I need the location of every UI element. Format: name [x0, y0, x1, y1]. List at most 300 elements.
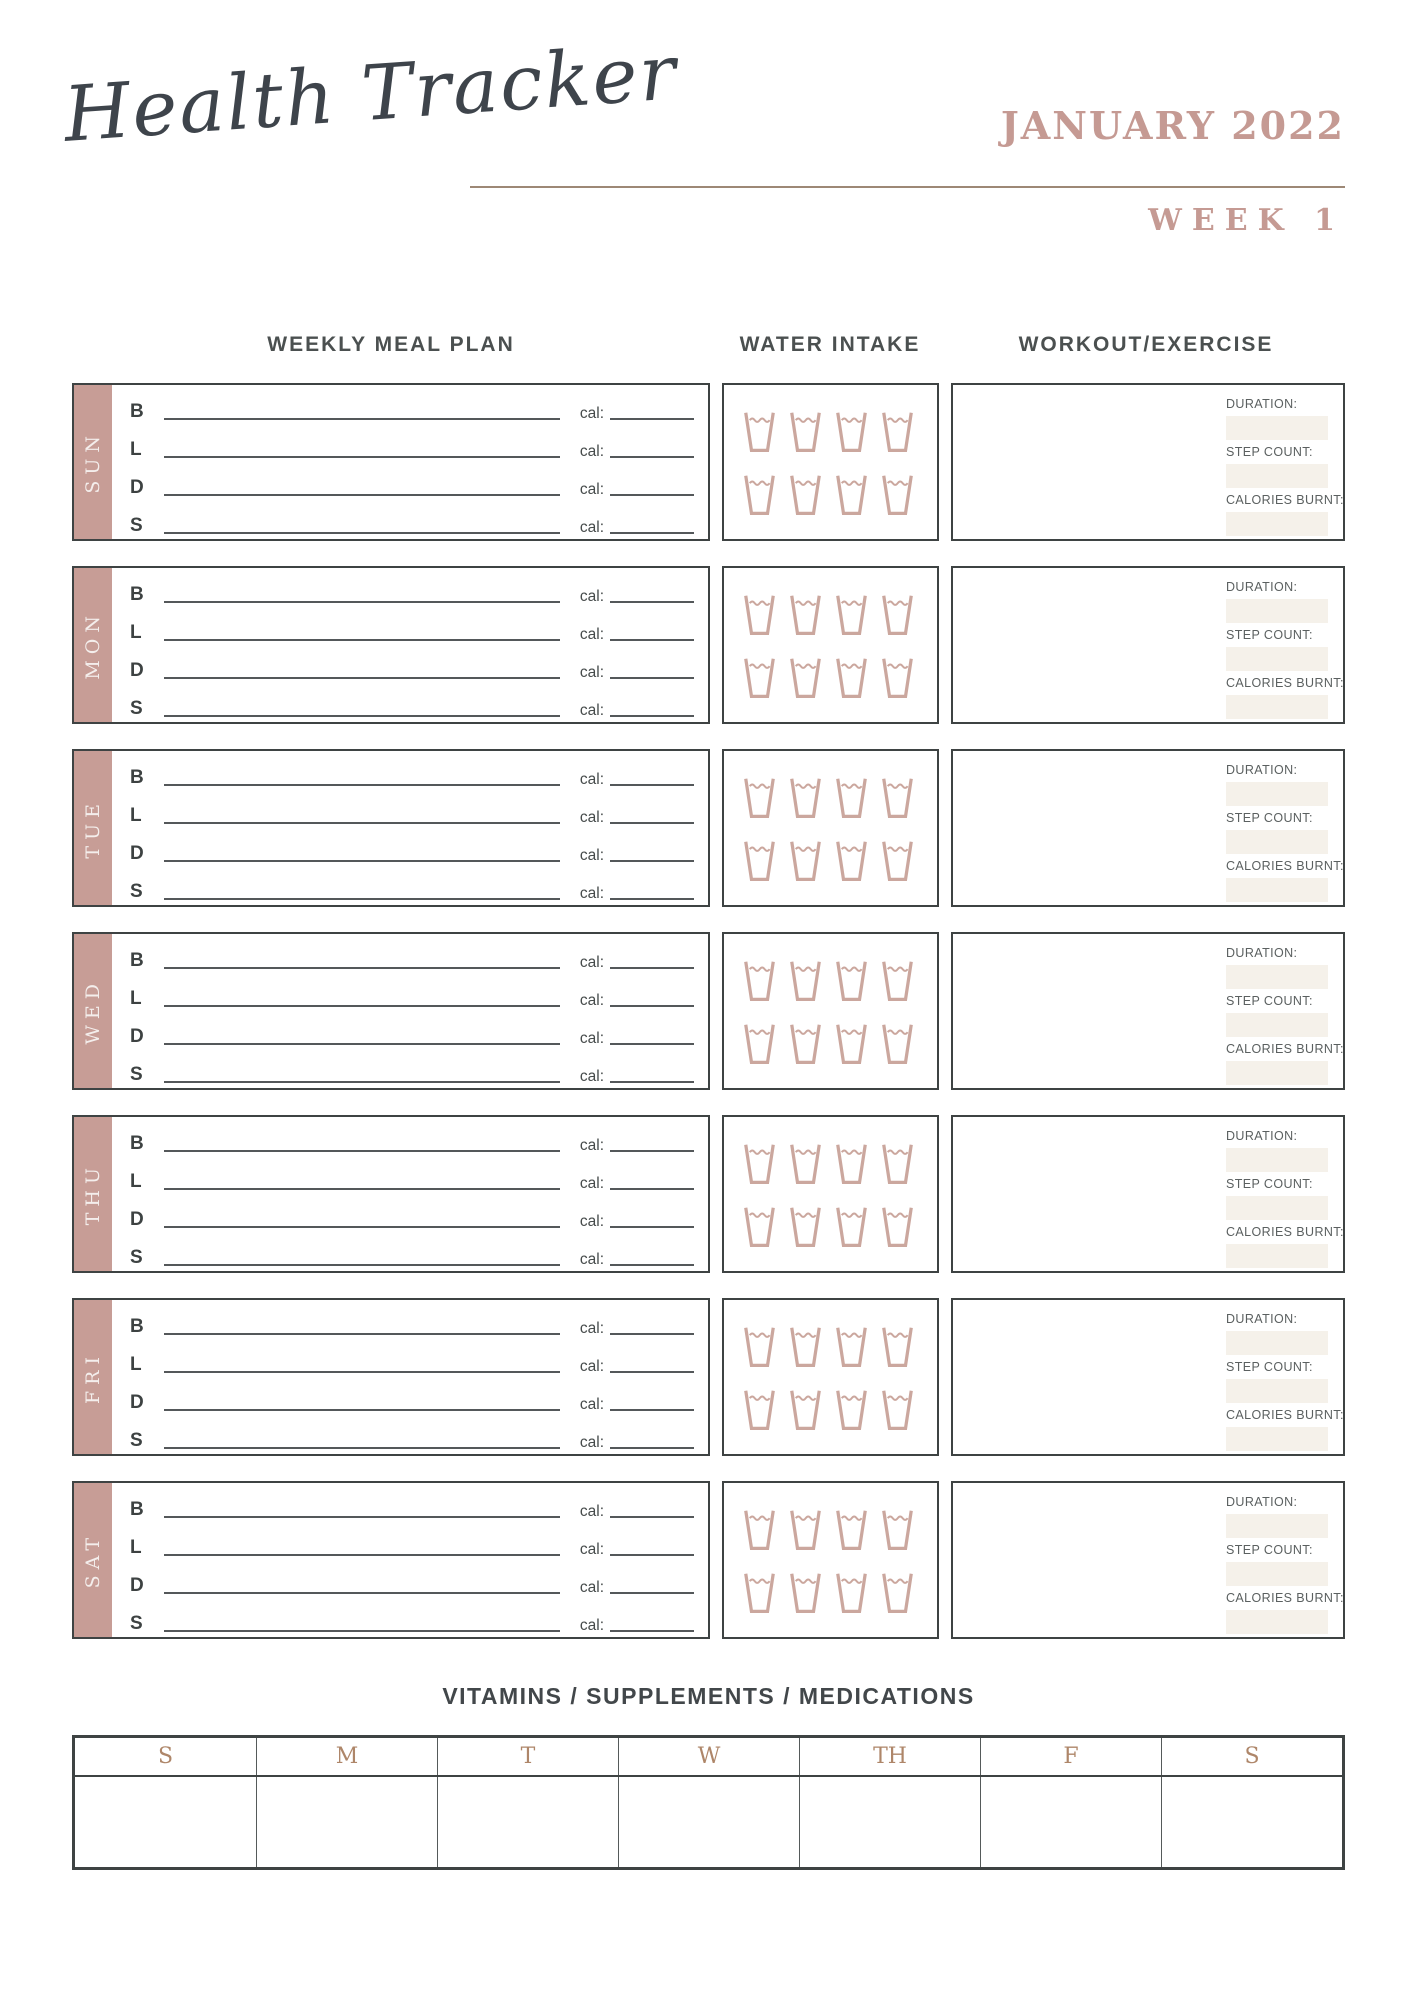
meal-entry-line[interactable]: [164, 898, 560, 900]
workout-field: [1226, 763, 1328, 806]
cal-label: cal:: [579, 846, 604, 864]
vitamins-cell-0[interactable]: [75, 1777, 256, 1867]
day-tab-label: SAT: [82, 1531, 104, 1589]
cal-entry-line[interactable]: [610, 456, 694, 458]
meal-entry-line[interactable]: [164, 418, 560, 420]
meal-line-d: [130, 461, 694, 499]
meal-entry-line[interactable]: [164, 601, 560, 603]
workout-fields: [1226, 760, 1344, 907]
day-row-wed: [72, 932, 1345, 1090]
water-cup-icon[interactable]: [743, 657, 776, 699]
meal-entry-line[interactable]: [164, 1516, 560, 1518]
meal-letter: S: [130, 515, 143, 536]
cal-label: cal:: [579, 663, 604, 681]
workout-field: [1226, 397, 1328, 440]
meal-line-l: [130, 789, 694, 827]
cal-entry-line[interactable]: [610, 784, 694, 786]
water-cup-icon[interactable]: [881, 960, 914, 1002]
meal-entry-line[interactable]: [164, 494, 560, 496]
workout-field-label: DURATION:: [1226, 397, 1298, 411]
water-cup-icon[interactable]: [789, 1389, 822, 1431]
step-count-input[interactable]: [1226, 464, 1328, 488]
water-cup-icon[interactable]: [881, 1572, 914, 1614]
meal-letter: S: [130, 1064, 143, 1085]
water-cup-icon[interactable]: [789, 840, 822, 882]
cal-entry-line[interactable]: [610, 1592, 694, 1594]
workout-section-header: WORKOUT/EXERCISE: [1018, 333, 1274, 356]
day-row-thu: [72, 1115, 1345, 1273]
meal-area: [112, 1300, 708, 1454]
cal-entry-line[interactable]: [610, 898, 694, 900]
cal-entry-line[interactable]: [610, 639, 694, 641]
cal-label: cal:: [579, 1136, 604, 1154]
meal-entry-line[interactable]: [164, 1226, 560, 1228]
meal-letter: D: [130, 1026, 144, 1047]
vitamins-cell-3[interactable]: [618, 1777, 799, 1867]
water-cup-icon[interactable]: [881, 1143, 914, 1185]
day-tab-label: SUN: [82, 430, 104, 494]
vitamins-cell-5[interactable]: [980, 1777, 1161, 1867]
cal-entry-line[interactable]: [610, 1188, 694, 1190]
duration-input[interactable]: [1226, 782, 1328, 806]
workout-box: [951, 1115, 1345, 1273]
cal-entry-line[interactable]: [610, 1081, 694, 1083]
cal-label: cal:: [579, 1540, 604, 1558]
cal-entry-line[interactable]: [610, 1150, 694, 1152]
cal-entry-line[interactable]: [610, 1333, 694, 1335]
vitamins-cell-2[interactable]: [437, 1777, 618, 1867]
cal-entry-line[interactable]: [610, 1226, 694, 1228]
water-cup-icon[interactable]: [789, 1206, 822, 1248]
meal-line-d: [130, 827, 694, 865]
meal-entry-line[interactable]: [164, 1264, 560, 1266]
workout-field: [1226, 811, 1328, 854]
water-intake-box: [722, 932, 939, 1090]
water-cup-icon[interactable]: [881, 1389, 914, 1431]
step-count-input[interactable]: [1226, 1562, 1328, 1586]
meal-area: [112, 385, 708, 539]
cal-label: cal:: [579, 1357, 604, 1375]
workout-fields: [1226, 943, 1344, 1090]
workout-field-label: CALORIES BURNT:: [1226, 676, 1344, 690]
meal-letter: B: [130, 584, 144, 605]
calories-burnt-input[interactable]: [1226, 1610, 1328, 1634]
workout-field: [1226, 1543, 1328, 1586]
cal-label: cal:: [579, 587, 604, 605]
water-cup-icon[interactable]: [743, 1206, 776, 1248]
cal-label: cal:: [579, 884, 604, 902]
meal-area: [112, 934, 708, 1088]
water-cup-icon[interactable]: [743, 777, 776, 819]
cal-label: cal:: [579, 480, 604, 498]
vitamins-section: [72, 1682, 1345, 1870]
workout-field: [1226, 580, 1328, 623]
cal-label: cal:: [579, 1433, 604, 1451]
meal-entry-line[interactable]: [164, 822, 560, 824]
calories-burnt-input[interactable]: [1226, 1061, 1328, 1085]
duration-input[interactable]: [1226, 965, 1328, 989]
meal-entry-line[interactable]: [164, 1630, 560, 1632]
vitamins-day-header-2: T: [437, 1738, 618, 1775]
cal-entry-line[interactable]: [610, 1264, 694, 1266]
day-tab-label: WED: [82, 977, 104, 1045]
cal-label: cal:: [579, 701, 604, 719]
cal-entry-line[interactable]: [610, 822, 694, 824]
water-cup-icon[interactable]: [835, 840, 868, 882]
workout-field: [1226, 1042, 1344, 1085]
workout-box: [951, 932, 1345, 1090]
meal-letter: S: [130, 1430, 143, 1451]
meal-line-s: [130, 499, 694, 537]
step-count-input[interactable]: [1226, 1013, 1328, 1037]
meal-letter: D: [130, 1209, 144, 1230]
day-tab-sat: [74, 1483, 112, 1637]
cal-entry-line[interactable]: [610, 418, 694, 420]
meal-entry-line[interactable]: [164, 1333, 560, 1335]
duration-input[interactable]: [1226, 416, 1328, 440]
cal-entry-line[interactable]: [610, 601, 694, 603]
meal-line-s: [130, 1597, 694, 1635]
meal-entry-line[interactable]: [164, 1592, 560, 1594]
cal-entry-line[interactable]: [610, 715, 694, 717]
cal-label: cal:: [579, 1502, 604, 1520]
calories-burnt-input[interactable]: [1226, 695, 1328, 719]
meal-plan-box: [72, 749, 710, 907]
water-cup-icon[interactable]: [789, 1023, 822, 1065]
water-cup-icon[interactable]: [835, 474, 868, 516]
meal-entry-line[interactable]: [164, 860, 560, 862]
cal-label: cal:: [579, 1212, 604, 1230]
workout-field-label: CALORIES BURNT:: [1226, 1408, 1344, 1422]
meal-line-d: [130, 1010, 694, 1048]
workout-fields: [1226, 394, 1344, 541]
vitamins-day-header-1: M: [256, 1738, 437, 1775]
meal-letter: B: [130, 767, 144, 788]
calories-burnt-input[interactable]: [1226, 878, 1328, 902]
workout-field-label: DURATION:: [1226, 1495, 1298, 1509]
meal-entry-line[interactable]: [164, 639, 560, 641]
water-intake-section-header: WATER INTAKE: [739, 333, 921, 356]
meal-entry-line[interactable]: [164, 715, 560, 717]
meal-letter: L: [130, 622, 142, 643]
water-intake-box: [722, 749, 939, 907]
water-cup-icon[interactable]: [743, 1023, 776, 1065]
meal-plan-box: [72, 1115, 710, 1273]
meal-entry-line[interactable]: [164, 1005, 560, 1007]
meal-letter: L: [130, 1171, 142, 1192]
water-cups: [743, 1509, 937, 1614]
workout-box: [951, 566, 1345, 724]
water-cup-icon[interactable]: [835, 1509, 868, 1551]
meal-line-b: [130, 385, 694, 423]
workout-box: [951, 1481, 1345, 1639]
water-cup-icon[interactable]: [789, 657, 822, 699]
water-cup-icon[interactable]: [835, 594, 868, 636]
water-cup-icon[interactable]: [835, 960, 868, 1002]
vitamins-day-header-0: S: [157, 1744, 174, 1769]
water-cup-icon[interactable]: [835, 777, 868, 819]
meal-letter: D: [130, 660, 144, 681]
vitamins-title: VITAMINS / SUPPLEMENTS / MEDICATIONS: [442, 1683, 975, 1709]
header-divider: [470, 186, 1345, 188]
meal-line-d: [130, 1559, 694, 1597]
water-cup-icon[interactable]: [835, 1023, 868, 1065]
cal-label: cal:: [579, 518, 604, 536]
workout-field-label: DURATION:: [1226, 763, 1298, 777]
water-cup-icon[interactable]: [789, 594, 822, 636]
workout-field-label: CALORIES BURNT:: [1226, 493, 1344, 507]
meal-line-s: [130, 865, 694, 903]
calories-burnt-input[interactable]: [1226, 1244, 1328, 1268]
water-cups: [743, 960, 937, 1065]
water-cup-icon[interactable]: [743, 1143, 776, 1185]
day-tab-mon: [74, 568, 112, 722]
meal-entry-line[interactable]: [164, 1554, 560, 1556]
water-cup-icon[interactable]: [743, 1389, 776, 1431]
cal-label: cal:: [579, 1067, 604, 1085]
day-row-mon: [72, 566, 1345, 724]
meal-line-b: [130, 1300, 694, 1338]
workout-field-label: CALORIES BURNT:: [1226, 859, 1344, 873]
workout-field: [1226, 445, 1328, 488]
water-cups: [743, 1143, 937, 1248]
meal-line-l: [130, 972, 694, 1010]
meal-line-b: [130, 1483, 694, 1521]
cal-label: cal:: [579, 1578, 604, 1596]
meal-letter: S: [130, 1247, 143, 1268]
meal-letter: L: [130, 805, 142, 826]
cal-entry-line[interactable]: [610, 1005, 694, 1007]
day-tab-label: MON: [82, 610, 104, 680]
day-tab-label: FRI: [82, 1350, 104, 1404]
vitamins-cell-1[interactable]: [256, 1777, 437, 1867]
cal-entry-line[interactable]: [610, 1516, 694, 1518]
workout-field-label: DURATION:: [1226, 946, 1298, 960]
meal-letter: D: [130, 843, 144, 864]
cal-entry-line[interactable]: [610, 677, 694, 679]
calories-burnt-input[interactable]: [1226, 512, 1328, 536]
water-cup-icon[interactable]: [743, 474, 776, 516]
workout-field-label: STEP COUNT:: [1226, 811, 1313, 825]
water-cup-icon[interactable]: [743, 1326, 776, 1368]
workout-field: [1226, 946, 1328, 989]
workout-box: [951, 1298, 1345, 1456]
water-cup-icon[interactable]: [881, 1023, 914, 1065]
meal-letter: B: [130, 1133, 144, 1154]
step-count-input[interactable]: [1226, 1379, 1328, 1403]
cal-entry-line[interactable]: [610, 1630, 694, 1632]
water-cup-icon[interactable]: [881, 1326, 914, 1368]
day-row-tue: [72, 749, 1345, 907]
meal-entry-line[interactable]: [164, 1188, 560, 1190]
day-row-sun: [72, 383, 1345, 541]
water-cup-icon[interactable]: [835, 1572, 868, 1614]
meal-line-d: [130, 1376, 694, 1414]
workout-field-label: DURATION:: [1226, 1312, 1298, 1326]
meal-line-l: [130, 1521, 694, 1559]
workout-field: [1226, 628, 1328, 671]
meal-entry-line[interactable]: [164, 784, 560, 786]
day-tab-tue: [74, 751, 112, 905]
water-cup-icon[interactable]: [743, 594, 776, 636]
water-cup-icon[interactable]: [881, 657, 914, 699]
water-cup-icon[interactable]: [881, 411, 914, 453]
water-cup-icon[interactable]: [835, 1143, 868, 1185]
water-cup-icon[interactable]: [789, 411, 822, 453]
duration-input[interactable]: [1226, 1148, 1328, 1172]
workout-field-label: CALORIES BURNT:: [1226, 1225, 1344, 1239]
water-cup-icon[interactable]: [881, 474, 914, 516]
water-cups: [743, 594, 937, 699]
cal-label: cal:: [579, 404, 604, 422]
water-cup-icon[interactable]: [881, 1509, 914, 1551]
meal-letter: B: [130, 1316, 144, 1337]
step-count-input[interactable]: [1226, 830, 1328, 854]
meal-letter: D: [130, 477, 144, 498]
meal-entry-line[interactable]: [164, 1371, 560, 1373]
water-cup-icon[interactable]: [789, 777, 822, 819]
water-cup-icon[interactable]: [789, 1143, 822, 1185]
cal-entry-line[interactable]: [610, 1409, 694, 1411]
day-tab-label: TUE: [82, 797, 104, 859]
workout-field: [1226, 1312, 1328, 1355]
cal-entry-line[interactable]: [610, 1043, 694, 1045]
meal-letter: S: [130, 698, 143, 719]
water-cup-icon[interactable]: [789, 1326, 822, 1368]
step-count-input[interactable]: [1226, 1196, 1328, 1220]
water-intake-box: [722, 1115, 939, 1273]
duration-input[interactable]: [1226, 1331, 1328, 1355]
workout-field-label: DURATION:: [1226, 1129, 1298, 1143]
water-cup-icon[interactable]: [881, 777, 914, 819]
water-cup-icon[interactable]: [835, 411, 868, 453]
cal-entry-line[interactable]: [610, 1447, 694, 1449]
water-cup-icon[interactable]: [789, 1572, 822, 1614]
workout-fields: [1226, 577, 1344, 724]
vitamins-table: [72, 1735, 1345, 1870]
calories-burnt-input[interactable]: [1226, 1427, 1328, 1451]
meal-letter: L: [130, 439, 142, 460]
water-cup-icon[interactable]: [881, 840, 914, 882]
water-intake-box: [722, 1298, 939, 1456]
day-tab-label: THU: [82, 1162, 104, 1226]
meal-area: [112, 1483, 708, 1637]
meal-line-l: [130, 1155, 694, 1193]
meal-plan-box: [72, 1481, 710, 1639]
meal-entry-line[interactable]: [164, 456, 560, 458]
step-count-input[interactable]: [1226, 647, 1328, 671]
meal-entry-line[interactable]: [164, 1409, 560, 1411]
day-rows: [72, 383, 1345, 1664]
water-intake-box: [722, 383, 939, 541]
water-cup-icon[interactable]: [743, 411, 776, 453]
cal-label: cal:: [579, 953, 604, 971]
water-cup-icon[interactable]: [835, 1206, 868, 1248]
duration-input[interactable]: [1226, 1514, 1328, 1538]
water-cup-icon[interactable]: [789, 960, 822, 1002]
meal-line-b: [130, 934, 694, 972]
water-cups: [743, 1326, 937, 1431]
meal-line-l: [130, 423, 694, 461]
vitamins-day-header-3: W: [618, 1738, 799, 1775]
cal-entry-line[interactable]: [610, 1371, 694, 1373]
water-cups: [743, 777, 937, 882]
meal-entry-line[interactable]: [164, 1043, 560, 1045]
water-cup-icon[interactable]: [881, 594, 914, 636]
vitamins-cell-4[interactable]: [799, 1777, 980, 1867]
meal-entry-line[interactable]: [164, 967, 560, 969]
meal-line-s: [130, 1231, 694, 1269]
meal-line-l: [130, 606, 694, 644]
vitamins-header-row: [75, 1738, 1342, 1777]
meal-entry-line[interactable]: [164, 1081, 560, 1083]
meal-letter: B: [130, 950, 144, 971]
cal-entry-line[interactable]: [610, 1554, 694, 1556]
cal-entry-line[interactable]: [610, 860, 694, 862]
cal-label: cal:: [579, 770, 604, 788]
cal-entry-line[interactable]: [610, 967, 694, 969]
day-row-fri: [72, 1298, 1345, 1456]
workout-box: [951, 749, 1345, 907]
cal-entry-line[interactable]: [610, 532, 694, 534]
meal-letter: L: [130, 988, 142, 1009]
meal-line-s: [130, 682, 694, 720]
vitamins-day-header-4: TH: [799, 1738, 980, 1775]
meal-entry-line[interactable]: [164, 1447, 560, 1449]
meal-letter: B: [130, 1499, 144, 1520]
workout-field: [1226, 1129, 1328, 1172]
meal-letter: D: [130, 1575, 144, 1596]
water-cup-icon[interactable]: [743, 840, 776, 882]
water-cup-icon[interactable]: [743, 1509, 776, 1551]
water-cup-icon[interactable]: [881, 1206, 914, 1248]
workout-field: [1226, 676, 1344, 719]
cal-label: cal:: [579, 625, 604, 643]
workout-field: [1226, 493, 1344, 536]
water-cup-icon[interactable]: [743, 960, 776, 1002]
water-cup-icon[interactable]: [743, 1572, 776, 1614]
meal-entry-line[interactable]: [164, 677, 560, 679]
water-cup-icon[interactable]: [835, 1326, 868, 1368]
day-tab-sun: [74, 385, 112, 539]
vitamins-day-header-5: F: [980, 1738, 1161, 1775]
vitamins-body-row: [75, 1777, 1342, 1867]
meal-area: [112, 568, 708, 722]
meal-area: [112, 1117, 708, 1271]
workout-field: [1226, 1591, 1344, 1634]
vitamins-cell-6[interactable]: [1161, 1777, 1342, 1867]
meal-line-b: [130, 751, 694, 789]
workout-fields: [1226, 1126, 1344, 1273]
water-cup-icon[interactable]: [835, 1389, 868, 1431]
water-cup-icon[interactable]: [835, 657, 868, 699]
cal-label: cal:: [579, 808, 604, 826]
workout-field-label: STEP COUNT:: [1226, 1543, 1313, 1557]
cal-label: cal:: [579, 1029, 604, 1047]
duration-input[interactable]: [1226, 599, 1328, 623]
water-cup-icon[interactable]: [789, 1509, 822, 1551]
workout-fields: [1226, 1492, 1344, 1639]
cal-label: cal:: [579, 1174, 604, 1192]
meal-entry-line[interactable]: [164, 1150, 560, 1152]
water-cup-icon[interactable]: [789, 474, 822, 516]
meal-entry-line[interactable]: [164, 532, 560, 534]
workout-field-label: CALORIES BURNT:: [1226, 1591, 1344, 1605]
day-tab-wed: [74, 934, 112, 1088]
cal-entry-line[interactable]: [610, 494, 694, 496]
meal-plan-box: [72, 1298, 710, 1456]
cal-label: cal:: [579, 1395, 604, 1413]
